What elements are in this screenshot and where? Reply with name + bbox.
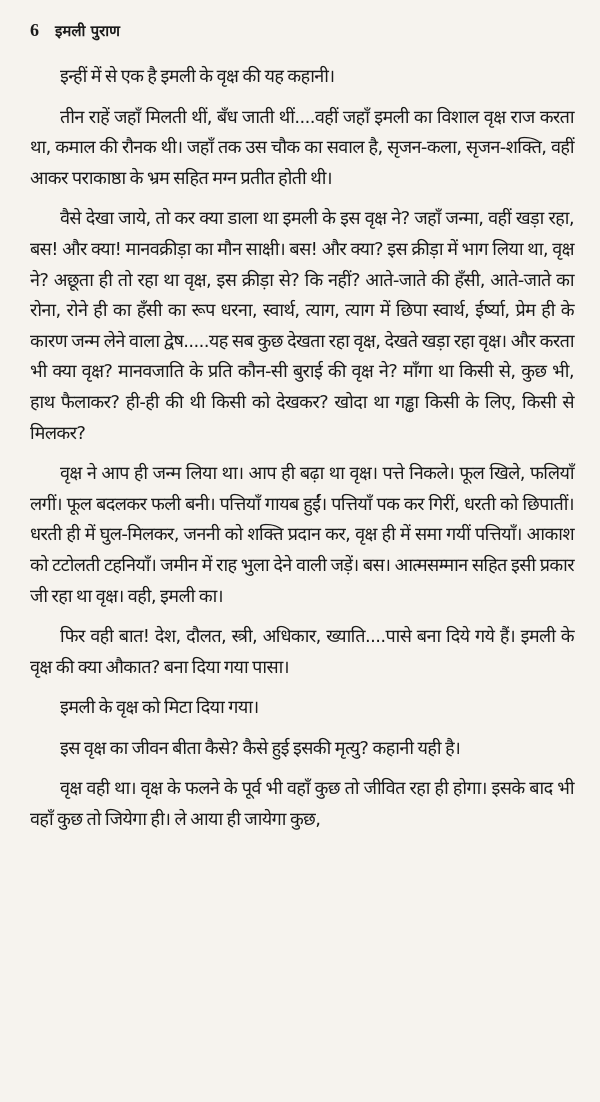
paragraph: इस वृक्ष का जीवन बीता कैसे? कैसे हुई इसकी मृत्यु? कहानी यही है। (60, 737, 461, 759)
paragraph: फिर वही बात! देश, दौलत, स्त्री, अधिकार, ख्याति....पासे बना दिये गये हैं। इमली के वृक्ष की क्या औकात? बना दिया गया पासा। (30, 626, 574, 678)
page-number: 6 (30, 20, 39, 40)
paragraph: इन्हीं में से एक है इमली के वृक्ष की यह कहानी। (60, 66, 335, 87)
book-title: इमली पुराण (55, 22, 120, 40)
paragraph: वैसे देखा जाये, तो कर क्या डाला था इमली के इस वृक्ष ने? जहाँ जन्मा, वहीं खड़ा रहा, बस! और क्या! मानवक्रीड़ा का मौन साक्षी। बस! और क्या? इस क्रीड़ा में भाग लिया था, वृक्ष ने? अछूता ही तो रहा था वृक्ष, इस क्रीड़ा से? कि नहीं? आते-जाते की हँसी, आते-जाते का रोना, रोने ही का हँसी का रूप धरना, स्वार्थ, त्याग, त्याग में छिपा स्वार्थ, ईर्ष्या, प्रेम ही के कारण जन्म लेने वाला द्वेष.....यह सब कुछ देखता रहा वृक्ष, देखते खड़ा रहा वृक्ष। और करता भी क्या वृक्ष? मानवजाति के प्रति कौन-सी बुराई की वृक्ष ने? माँगा था किसी से, कुछ भी, हाथ फैलाकर? ही-ही की थी किसी को देखकर? खोदा था गड्ढा किसी के लिए, किसी से मिलकर? (30, 208, 574, 444)
paragraph: वृक्ष ने आप ही जन्म लिया था। आप ही बढ़ा था वृक्ष। पत्ते निकले। फूल खिले, फलियाँ लगीं। फूल बदलकर फली बनी। पत्तियाँ गायब हुईं। पत्तियाँ पक कर गिरीं, धरती को छिपातीं। धरती ही में घुल-मिलकर, जननी को शक्ति प्रदान कर, वृक्ष ही में समा गयीं पत्तियाँ। आकाश को टटोलती टहनियाँ। जमीन में राह भुला देने वाली जड़ें। बस। आत्मसम्मान सहित इसी प्रकार जी रहा था वृक्ष। वही, इमली का। (30, 463, 574, 607)
body-text (30, 62, 574, 836)
paragraph: इमली के वृक्ष को मिटा दिया गया। (60, 697, 259, 719)
running-head (30, 20, 574, 42)
paragraph: तीन राहें जहाँ मिलती थीं, बँध जाती थीं....वहीं जहाँ इमली का विशाल वृक्ष राज करता था, कमाल की रौनक थी। जहाँ तक उस चौक का सवाल है, सृजन-कला, सृजन-शक्ति, वहीं आकर पराकाष्ठा के भ्रम सहित मग्न प्रतीत होती थी। (30, 106, 574, 189)
paragraph: वृक्ष वही था। वृक्ष के फलने के पूर्व भी वहाँ कुछ तो जीवित रहा ही होगा। इसके बाद भी वहाँ कुछ तो जियेगा ही। ले आया ही जायेगा कुछ, (30, 778, 574, 831)
